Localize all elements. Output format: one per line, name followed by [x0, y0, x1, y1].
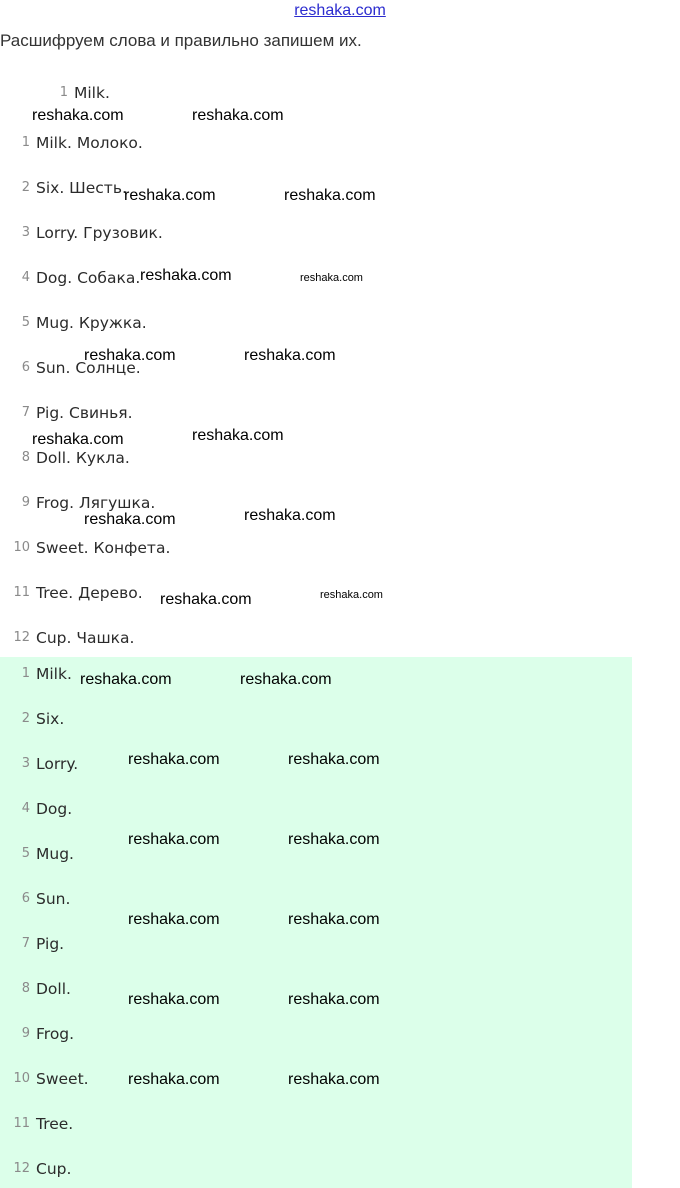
- item-text: Six.: [36, 710, 65, 728]
- translation-item: [0, 222, 163, 244]
- item-number: 4: [21, 270, 30, 285]
- watermark: reshaka.com: [160, 591, 252, 608]
- item-text: Doll. Кукла.: [36, 449, 130, 467]
- item-number: 1: [21, 666, 30, 681]
- item-number: 6: [21, 360, 30, 375]
- item-text: Sweet. Конфета.: [36, 539, 171, 557]
- item-text: Frog. Лягушка.: [36, 494, 156, 512]
- translation-item: [0, 582, 143, 604]
- site-link[interactable]: reshaka.com: [294, 2, 386, 19]
- answer-item: [0, 798, 72, 820]
- item-number: 4: [21, 801, 30, 816]
- watermark: reshaka.com: [128, 1071, 220, 1088]
- item-text: Sun.: [36, 890, 71, 908]
- item-number: 12: [13, 630, 30, 645]
- translation-item: [0, 312, 147, 334]
- item-text: Pig. Свинья.: [36, 404, 133, 422]
- watermark: reshaka.com: [244, 347, 336, 364]
- item-number: 5: [21, 846, 30, 861]
- answer-item: [0, 933, 64, 955]
- item-text: Lorry. Грузовик.: [36, 224, 163, 242]
- translation-item: [0, 402, 133, 424]
- translation-item: [0, 177, 127, 199]
- watermark: reshaka.com: [244, 507, 336, 524]
- translation-item: [0, 627, 134, 649]
- item-text: Frog.: [36, 1025, 75, 1043]
- watermark: reshaka.com: [288, 751, 380, 768]
- watermark: reshaka.com: [124, 187, 216, 204]
- watermark: reshaka.com: [128, 831, 220, 848]
- item-text: Tree. Дерево.: [36, 584, 143, 602]
- item-text: Lorry.: [36, 755, 79, 773]
- translation-item: [0, 447, 130, 469]
- watermark: reshaka.com: [32, 107, 124, 124]
- item-text: Sweet.: [36, 1070, 89, 1088]
- watermark: reshaka.com: [192, 427, 284, 444]
- item-number: 7: [21, 405, 30, 420]
- watermark: reshaka.com: [320, 589, 383, 601]
- item-number: 9: [21, 495, 30, 510]
- item-text: Mug.: [36, 845, 74, 863]
- answer-item: [0, 888, 70, 910]
- item-text: Six. Шесть.: [36, 179, 127, 197]
- item-text: Dog.: [36, 800, 73, 818]
- item-number: 12: [13, 1161, 30, 1176]
- watermark: reshaka.com: [192, 107, 284, 124]
- answer-item: [0, 978, 71, 1000]
- item-text: Milk.: [36, 665, 72, 683]
- watermark: reshaka.com: [128, 991, 220, 1008]
- answer-item: [0, 1023, 74, 1045]
- watermark: reshaka.com: [80, 671, 172, 688]
- answer-item: [0, 1113, 73, 1135]
- item-number: 8: [21, 450, 30, 465]
- answer-item: [0, 1158, 71, 1180]
- watermark: reshaka.com: [84, 347, 176, 364]
- item-text: Pig.: [36, 935, 65, 953]
- watermark: reshaka.com: [288, 1071, 380, 1088]
- example-item: [38, 82, 110, 104]
- watermark: reshaka.com: [140, 267, 232, 284]
- item-number: 9: [21, 1026, 30, 1041]
- example-text: Milk.: [74, 84, 110, 102]
- translation-item: [0, 267, 140, 289]
- item-text: Sun. Солнце.: [36, 359, 141, 377]
- watermark: reshaka.com: [128, 911, 220, 928]
- item-number: 3: [21, 225, 30, 240]
- watermark: reshaka.com: [288, 991, 380, 1008]
- answer-item: [0, 753, 78, 775]
- item-number: 8: [21, 981, 30, 996]
- example-number: 1: [59, 85, 68, 100]
- answer-item: [0, 1068, 89, 1090]
- item-number: 6: [21, 891, 30, 906]
- item-number: 11: [13, 1116, 30, 1131]
- item-number: 1: [21, 135, 30, 150]
- watermark: reshaka.com: [300, 272, 363, 284]
- item-number: 10: [13, 540, 30, 555]
- item-text: Milk. Молоко.: [36, 134, 143, 152]
- translation-item: [0, 132, 143, 154]
- item-number: 2: [21, 180, 30, 195]
- task-instruction: Расшифруем слова и правильно запишем их.: [0, 31, 362, 50]
- answer-item: [0, 708, 64, 730]
- item-text: Doll.: [36, 980, 71, 998]
- watermark: reshaka.com: [32, 431, 124, 448]
- watermark: reshaka.com: [284, 187, 376, 204]
- item-number: 2: [21, 711, 30, 726]
- watermark: reshaka.com: [128, 751, 220, 768]
- item-number: 10: [13, 1071, 30, 1086]
- translation-item: [0, 537, 170, 559]
- item-text: Cup.: [36, 1160, 72, 1178]
- watermark: reshaka.com: [84, 511, 176, 528]
- watermark: reshaka.com: [288, 911, 380, 928]
- watermark: reshaka.com: [288, 831, 380, 848]
- item-text: Tree.: [36, 1115, 74, 1133]
- item-text: Cup. Чашка.: [36, 629, 135, 647]
- watermark: reshaka.com: [240, 671, 332, 688]
- answer-item: [0, 843, 74, 865]
- item-number: 3: [21, 756, 30, 771]
- item-number: 11: [13, 585, 30, 600]
- item-number: 5: [21, 315, 30, 330]
- item-text: Dog. Собака.: [36, 269, 141, 287]
- item-text: Mug. Кружка.: [36, 314, 147, 332]
- answer-item: [0, 663, 72, 685]
- item-number: 7: [21, 936, 30, 951]
